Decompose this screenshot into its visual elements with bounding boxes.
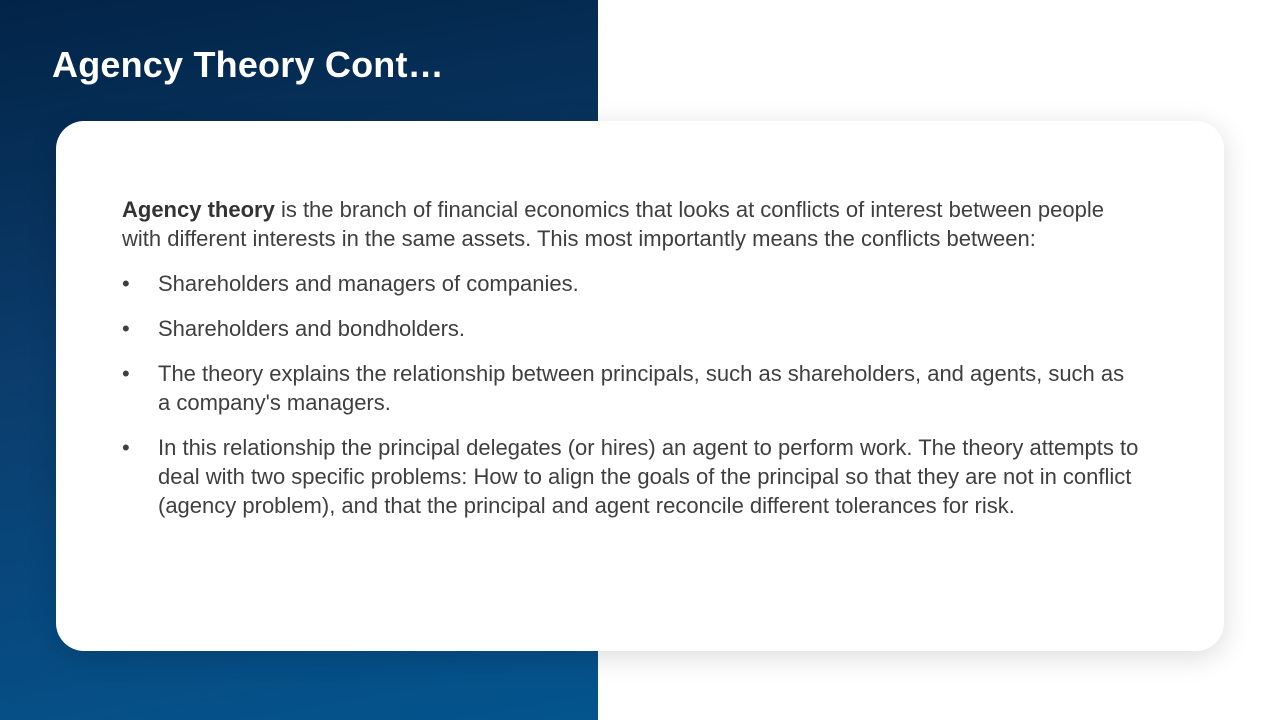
bullet-icon: • <box>122 271 130 296</box>
intro-paragraph <box>122 195 1140 253</box>
bullet-icon: • <box>122 316 130 341</box>
content-card <box>56 121 1224 651</box>
bullet-list <box>122 269 1140 520</box>
intro-bold-term: Agency theory <box>122 197 275 222</box>
bullet-item <box>122 269 1140 298</box>
bullet-text: The theory explains the relationship between principals, such as shareholders, and agents, such as a company's managers. <box>158 361 1125 415</box>
bullet-text: Shareholders and managers of companies. <box>158 271 579 296</box>
bullet-item <box>122 314 1140 343</box>
bullet-icon: • <box>122 435 130 460</box>
bullet-text: Shareholders and bondholders. <box>158 316 466 341</box>
bullet-icon: • <box>122 361 130 386</box>
slide-title: Agency Theory Cont… <box>52 44 444 85</box>
bullet-item <box>122 359 1140 417</box>
bullet-item <box>122 433 1140 520</box>
bullet-text: In this relationship the principal delegates (or hires) an agent to perform work. The theory attempts to deal with two specific problems: How to align the goals of the principal so that they are not in conflict (agency problem), and that the principal and agent reconcile different tolerances for risk. <box>158 435 1139 518</box>
intro-text: is the branch of financial economics that looks at conflicts of interest between people with different interests in the same assets. This most importantly means the conflicts between: <box>122 197 1104 251</box>
